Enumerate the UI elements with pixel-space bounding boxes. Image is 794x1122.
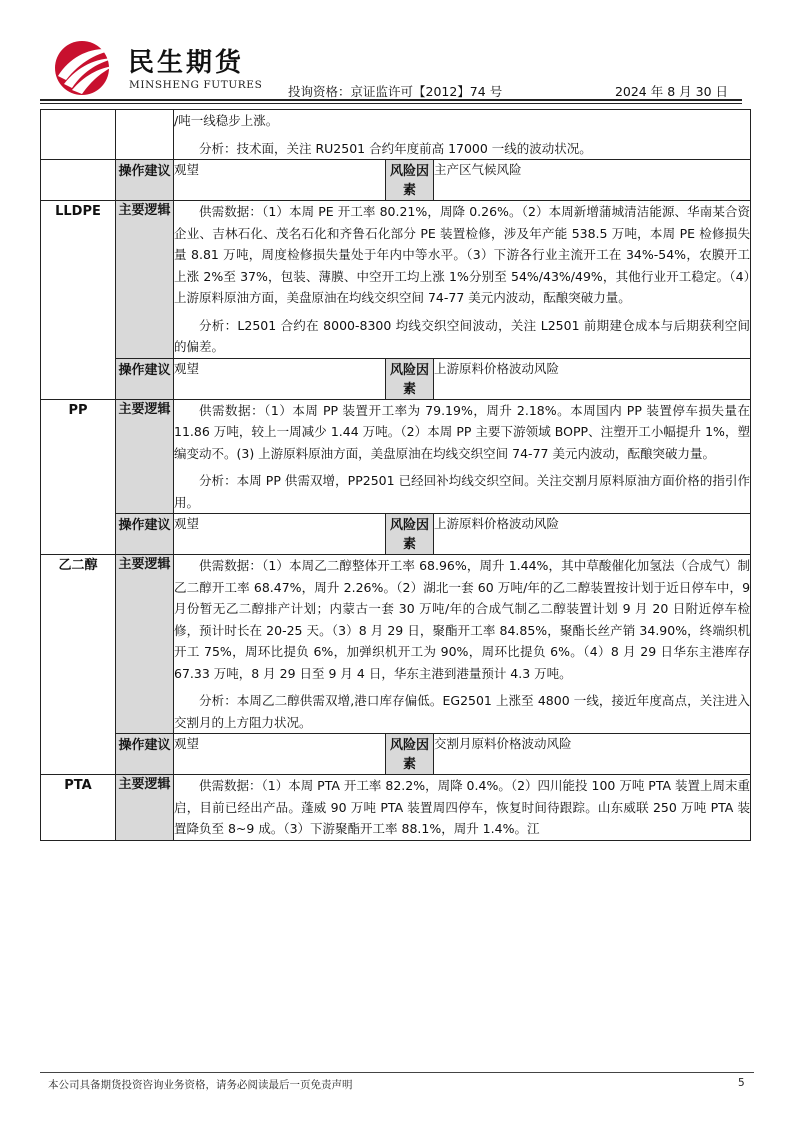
table-row-meg-ops <box>41 734 751 775</box>
op-label: 操作建议 <box>116 160 174 201</box>
footer-rule <box>40 1072 754 1073</box>
op-label: 操作建议 <box>116 734 174 775</box>
brand-name-en: MINSHENG FUTURES <box>129 79 263 91</box>
product-name-meg: 乙二醇 <box>41 555 116 775</box>
product-name-pp: PP <box>41 399 116 555</box>
op-value: 观望 <box>174 160 386 201</box>
rubber-logic-content <box>174 110 751 160</box>
license-info: 投询资格：京证监许可【2012】74 号 <box>288 84 503 99</box>
meg-supply: 供需数据：（1）本周乙二醇整体开工率 68.96%，周升 1.44%，其中草酸催化加氢法（合成气）制乙二醇开工率 68.47%，周升 2.26%。（2）湖北一套 60 万吨/年的乙二醇装置按计划于近日停车中，9 月份暂无乙二醇排产计划；内蒙古一套 30 万吨/年的合成气制乙二醇装置计划 9 月 20 日附近停车检修，预计时长在 20-25 天。（3）8 月 29 日，聚酯开工率 84.85%，聚酯长丝产销 34.90%，终端织机开工 75%，周环比提负 6%，加弹织机开工为 90%，周环比提负 6%。（4）8 月 29 日华东主港库存 67.33 万吨，8 月 29 日至 9 月 4 日，华东主港到港量预计 4.3 万吨。 <box>174 558 751 681</box>
pta-supply: 供需数据：（1）本周 PTA 开工率 82.2%，周降 0.4%。（2）四川能投 100 万吨 PTA 装置上周末重启，目前已经出产品。蓬威 90 万吨 PTA 装置周四停车，恢复时间待跟踪。山东威联 250 万吨 PTA 装置降负至 8~9 成。（3）下游聚酯开工率 88.1%，周升 1.4%。江 <box>174 778 751 836</box>
table-row-lldpe-logic <box>41 201 751 359</box>
lldpe-analysis: 分析：L2501 合约在 8000-8300 均线交织空间波动，关注 L2501 前期建仓成本与后期获利空间的偏差。 <box>174 317 751 354</box>
page-number: 5 <box>738 1077 745 1089</box>
lldpe-logic-content <box>174 201 751 359</box>
lldpe-supply: 供需数据：（1）本周 PE 开工率 80.21%，周降 0.26%。（2）本周新增蒲城清洁能源、华南某合资企业、吉林石化、茂名石化和齐鲁石化部分 PE 装置检修，涉及年产能 538.5 万吨，本周 PE 检修损失量 8.81 万吨，周度检修损失量处于年内中等水平。（3）下游各行业主流开工在 34%-54%，农膜开工上涨 2%至 37%，包装、薄膜、中空开工均上涨 1%分别至 54%/43%/49%，其他行业开工稳定。（4）上游原料原油方面，美盘原油在均线交织空间 74-77 美元内波动，酝酿突破力量。 <box>174 204 751 305</box>
op-value: 观望 <box>174 358 386 399</box>
op-label: 操作建议 <box>116 358 174 399</box>
risk-label: 风险因素 <box>386 160 434 201</box>
table-row-meg-logic <box>41 555 751 734</box>
risk-label: 风险因素 <box>386 514 434 555</box>
risk-label: 风险因素 <box>386 734 434 775</box>
table-row-rubber-ops <box>41 160 751 201</box>
product-name-lldpe: LLDPE <box>41 201 116 400</box>
risk-value: 交割月原料价格波动风险 <box>434 734 751 775</box>
risk-label: 风险因素 <box>386 358 434 399</box>
logic-label: 主要逻辑 <box>116 399 174 514</box>
logic-label: 主要逻辑 <box>116 555 174 734</box>
footer-disclaimer: 本公司具备期货投资咨询业务资格，请务必阅读最后一页免责声明 <box>48 1079 353 1091</box>
brand-name-cn: 民生期货 <box>128 48 245 78</box>
op-label: 操作建议 <box>116 514 174 555</box>
table-row-pp-ops <box>41 514 751 555</box>
pp-logic-content <box>174 399 751 514</box>
report-date: 2024 年 8 月 30 日 <box>614 84 728 99</box>
header-rule-thick <box>40 99 742 101</box>
pta-logic-content <box>174 775 751 841</box>
product-name-pta: PTA <box>41 775 116 841</box>
minsheng-logo-icon <box>50 36 120 98</box>
op-value: 观望 <box>174 514 386 555</box>
product-cell-empty <box>41 160 116 201</box>
op-value: 观望 <box>174 734 386 775</box>
risk-value: 上游原料价格波动风险 <box>434 514 751 555</box>
rubber-supply-tail: /吨一线稳步上涨。 <box>174 113 279 128</box>
header-rule-thin <box>40 103 742 104</box>
table-row-pta-logic <box>41 775 751 841</box>
product-cell-empty <box>41 110 116 160</box>
rubber-analysis: 分析：技术面，关注 RU2501 合约年度前高 17000 一线的波动状况。 <box>199 140 592 156</box>
logic-label-empty <box>116 110 174 160</box>
pp-analysis: 分析：本周 PP 供需双增，PP2501 已经回补均线交织空间。关注交割月原料原油方面价格的指引作用。 <box>174 473 751 510</box>
pp-supply: 供需数据：（1）本周 PP 装置开工率为 79.19%，周升 2.18%。本周国内 PP 装置停车损失量在 11.86 万吨，较上一周减少 1.44 万吨。（2）本周 PP 主要下游领域 BOPP、注塑开工小幅提升 1%，塑编变动不。(3) 上游原料原油方面，美盘原油在均线交织空间 74-77 美元内波动，酝酿突破力量。 <box>174 402 751 461</box>
meg-logic-content <box>174 555 751 734</box>
risk-value: 上游原料价格波动风险 <box>434 358 751 399</box>
table-row-lldpe-ops <box>41 358 751 399</box>
logic-label: 主要逻辑 <box>116 201 174 359</box>
table-row-pp-logic <box>41 399 751 514</box>
table-row-rubber-logic <box>41 110 751 160</box>
commodity-table <box>40 109 751 841</box>
meg-analysis: 分析：本周乙二醇供需双增,港口库存偏低。EG2501 上涨至 4800 一线，接近年度高点，关注进入交割月的上方阻力状况。 <box>174 693 751 730</box>
logic-label: 主要逻辑 <box>116 775 174 841</box>
page-header <box>40 34 754 100</box>
risk-value: 主产区气候风险 <box>434 160 751 201</box>
